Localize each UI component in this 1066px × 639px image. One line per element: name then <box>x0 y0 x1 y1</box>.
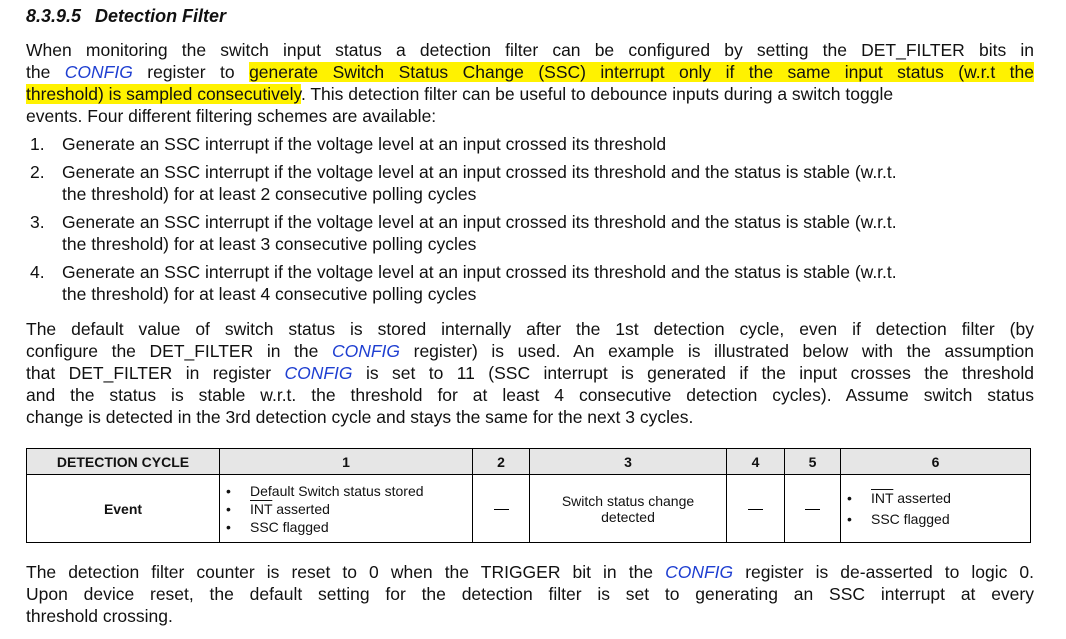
list-number: 4. <box>30 262 45 282</box>
para-line <box>26 340 1034 362</box>
list-item <box>841 489 1030 507</box>
list-text: the threshold) for at least 4 consecutive polling cycles <box>62 284 477 304</box>
cycle-5-cell <box>785 475 841 543</box>
cell-text: detected <box>601 508 655 525</box>
text: the <box>26 62 65 82</box>
intro-line-3 <box>26 83 1034 105</box>
list-number: 1. <box>30 134 45 154</box>
intro-paragraph <box>26 39 1034 127</box>
header-cycle-1: 1 <box>220 449 473 475</box>
list-item <box>220 500 472 518</box>
closing-paragraph <box>26 561 1034 627</box>
highlighted-text: threshold) is sampled consecutively <box>26 84 301 104</box>
para-line: Upon device reset, the default setting for the detection filter is set to generating an SSC interrupt at every <box>26 584 1034 604</box>
list-text: the threshold) for at least 3 consecutive polling cycles <box>62 234 477 254</box>
para-line <box>26 561 1034 583</box>
cycle-6-cell <box>841 475 1031 543</box>
para-line: The default value of switch status is stored internally after the 1st detection cycle, even if detection filter (by <box>26 319 1034 339</box>
list-item <box>30 161 1038 205</box>
cycle-2-cell <box>473 475 530 543</box>
text: register) is used. An example is illustrated below with the assumption <box>400 341 1034 361</box>
intro-line-2 <box>26 61 1034 83</box>
intro-line-1: When monitoring the switch input status a detection filter can be configured by setting the DET_FILTER bits in <box>26 40 1034 60</box>
cycle-1-cell <box>220 475 473 543</box>
text: that DET_FILTER in register <box>26 363 285 383</box>
list-number: 2. <box>30 162 45 182</box>
header-cycle-2: 2 <box>473 449 530 475</box>
filter-schemes-list <box>30 133 1038 311</box>
text: configure the DET_FILTER in the <box>26 341 332 361</box>
no-event-dash <box>748 509 763 510</box>
cycle-1-events <box>220 482 472 536</box>
header-detection-cycle: DETECTION CYCLE <box>27 449 220 475</box>
text: asserted <box>272 500 330 517</box>
int-signal: $\overline{INT}$ <box>871 490 894 506</box>
int-signal: $\overline{INT}$ <box>250 500 273 517</box>
list-item: • Default Switch status stored <box>220 482 472 500</box>
list-text: Generate an SSC interrupt if the voltage level at an input crossed its threshold and the status is stable (w.r.t. <box>62 262 897 282</box>
default-value-paragraph <box>26 318 1034 428</box>
header-cycle-6: 6 <box>841 449 1031 475</box>
list-item <box>30 211 1038 255</box>
cell-text: Switch status change <box>561 492 695 509</box>
config-register-link[interactable]: CONFIG <box>284 363 353 383</box>
list-number: 3. <box>30 212 45 232</box>
para-line: threshold crossing. <box>26 606 173 626</box>
section-title: Detection Filter <box>95 6 227 26</box>
section-heading <box>26 6 226 27</box>
highlighted-text: generate Switch Status Change (SSC) interrupt only if the same input status (w.r.t the <box>249 62 1034 82</box>
header-cycle-5: 5 <box>785 449 841 475</box>
intro-line-4: events. Four different filtering schemes are available: <box>26 106 437 126</box>
cycle-4-cell <box>727 475 785 543</box>
text: . This detection filter can be useful to debounce inputs during a switch toggle <box>300 84 894 104</box>
section-number: 8.3.9.5 <box>26 6 82 26</box>
list-item: • SSC flagged <box>841 510 1030 528</box>
no-event-dash <box>805 509 820 510</box>
config-register-link[interactable]: CONFIG <box>331 341 401 361</box>
header-cycle-3: 3 <box>530 449 727 475</box>
detection-cycle-table <box>26 448 1031 543</box>
list-item: • SSC flagged <box>220 518 472 536</box>
list-text: Generate an SSC interrupt if the voltage level at an input crossed its threshold and the status is stable (w.r.t. <box>62 162 897 182</box>
header-cycle-4: 4 <box>727 449 785 475</box>
table-header-row <box>27 449 1031 475</box>
list-item <box>30 261 1038 305</box>
list-text: Generate an SSC interrupt if the voltage level at an input crossed its threshold <box>62 134 667 154</box>
list-text: Generate an SSC interrupt if the voltage level at an input crossed its threshold and the status is stable (w.r.t. <box>62 212 897 232</box>
list-text: the threshold) for at least 2 consecutive polling cycles <box>62 184 477 204</box>
text: asserted <box>893 490 951 506</box>
text: The detection filter counter is reset to 0 when the TRIGGER bit in the <box>26 562 666 582</box>
table-row <box>27 475 1031 543</box>
text: is set to 11 (SSC interrupt is generated if the input crosses the threshold <box>352 363 1034 383</box>
text: register is de-asserted to logic 0. <box>733 562 1034 582</box>
list-item <box>30 133 1038 155</box>
para-line <box>26 362 1034 384</box>
config-register-link[interactable]: CONFIG <box>64 62 133 82</box>
para-line: change is detected in the 3rd detection cycle and stays the same for the next 3 cycles. <box>26 407 694 427</box>
event-label: Event <box>27 475 220 543</box>
cycle-6-events <box>841 489 1030 528</box>
para-line: and the status is stable w.r.t. the threshold for at least 4 consecutive detection cycles). Assume switch status <box>26 385 1034 405</box>
text: register to <box>132 62 250 82</box>
config-register-link[interactable]: CONFIG <box>665 562 734 582</box>
no-event-dash <box>494 509 509 510</box>
cycle-3-cell <box>530 475 727 543</box>
